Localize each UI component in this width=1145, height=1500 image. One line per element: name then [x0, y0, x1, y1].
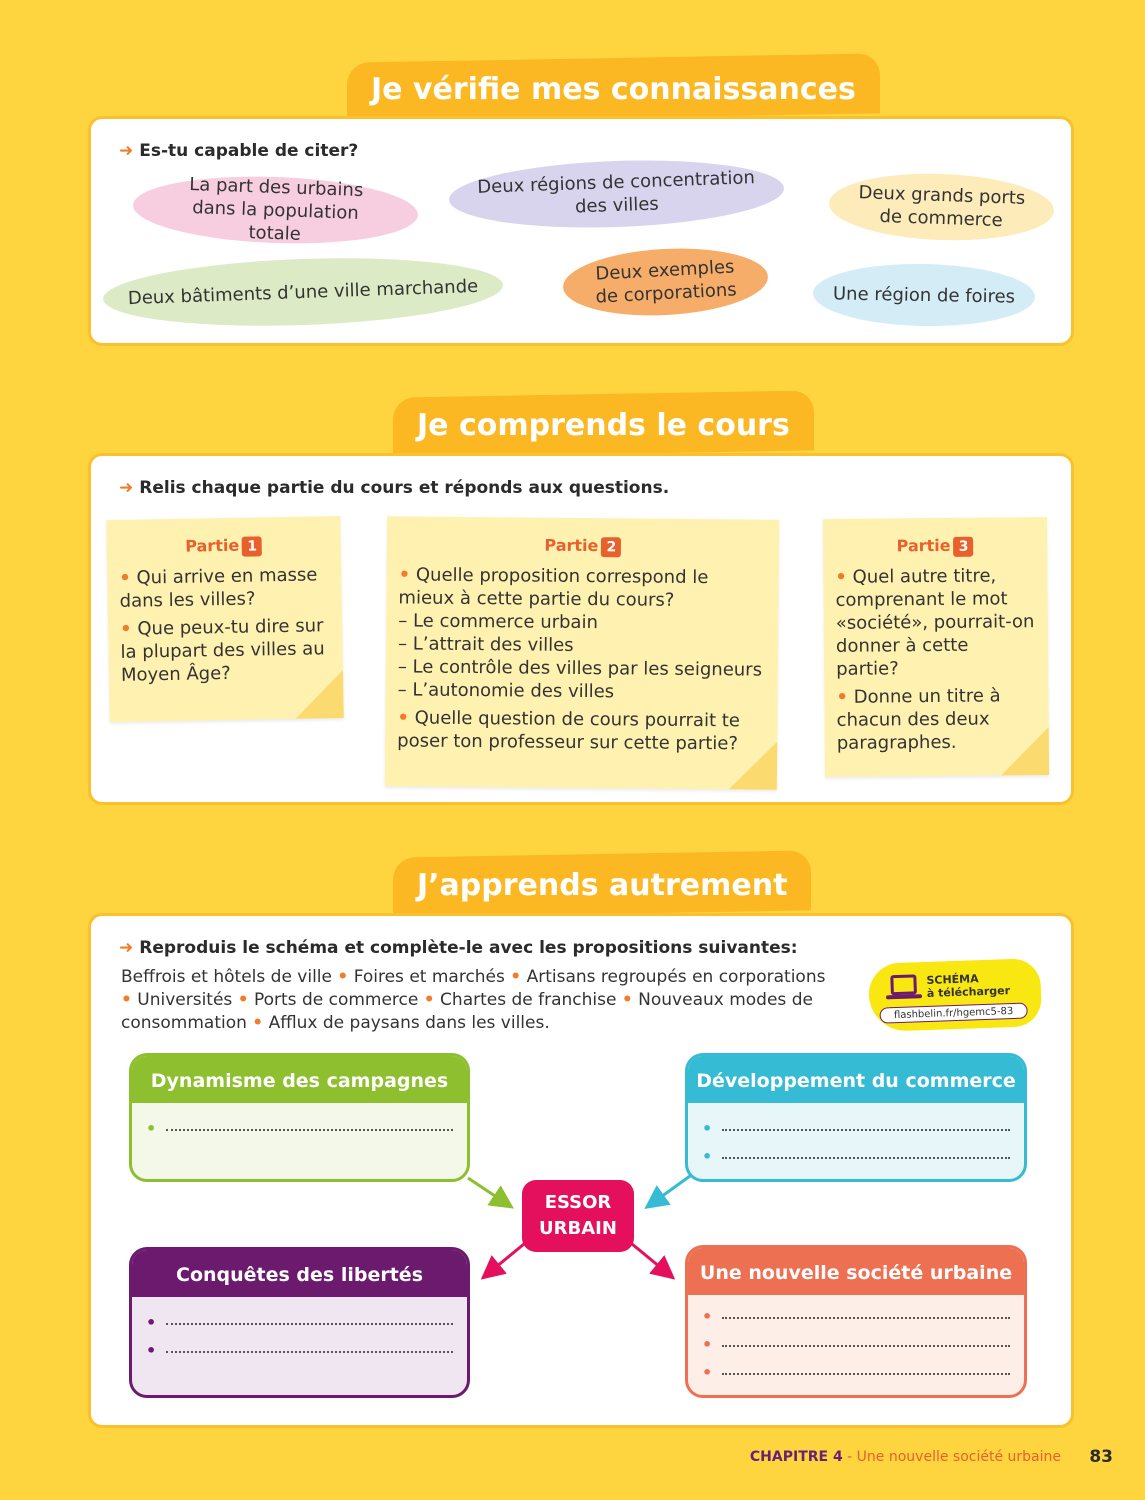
dotted-line [166, 1323, 453, 1325]
answer-line[interactable] [146, 1333, 453, 1361]
option: – Le contrôle des villes par les seigneurs [397, 656, 763, 681]
bullet: • [119, 618, 132, 640]
option: – L’autonomie des villes [397, 679, 615, 703]
bubble-text: Deux régions de concentration des villes [476, 167, 756, 218]
section-tab-apprends [393, 850, 811, 917]
bullet: • [702, 1307, 713, 1326]
badge-subtitle: à télécharger [926, 984, 1011, 1000]
bubble-foires [812, 262, 1035, 328]
panel-comprends [88, 453, 1074, 805]
bubble-text: La part des urbains dans la population totale [188, 173, 364, 245]
partie-number: 3 [954, 537, 974, 557]
proposition: Ports de commerce [253, 990, 419, 1010]
option: – Le commerce urbain [398, 610, 599, 634]
instruction-text: Relis chaque partie du cours et réponds aux questions. [139, 478, 670, 498]
bullet: • [510, 967, 522, 987]
box-nouvelle-societe [685, 1245, 1027, 1398]
bubble-text: Deux bâtiments d’une ville marchande [127, 275, 479, 309]
center-line2: URBAIN [539, 1218, 617, 1239]
bullet: • [397, 707, 410, 729]
answer-line[interactable] [702, 1139, 1010, 1167]
question [398, 563, 766, 612]
bullet: • [146, 1341, 157, 1360]
partie-label: Partie [185, 535, 240, 556]
arrow-right-icon: ➜ [119, 141, 134, 161]
partie-label: Partie [896, 535, 951, 556]
bullet: • [836, 686, 849, 708]
dotted-line [722, 1157, 1010, 1159]
section-title: Je comprends le cours [417, 408, 790, 443]
note-title [835, 533, 1035, 558]
panel-verifie [88, 116, 1074, 346]
separator: - [842, 1449, 857, 1465]
chapter-title: Une nouvelle société urbaine [856, 1449, 1061, 1465]
dotted-line [722, 1345, 1010, 1347]
page-curl [729, 741, 777, 789]
essor-urbain-box [522, 1180, 634, 1252]
bubble-regions [448, 155, 785, 233]
page-curl [295, 670, 344, 719]
instruction-text: Reproduis le schéma et complète-le avec les propositions suivantes: [139, 938, 798, 958]
box-conquetes-libertes [129, 1247, 470, 1398]
laptop-icon [890, 974, 917, 995]
dotted-line [722, 1317, 1010, 1319]
proposition: Chartes de franchise [440, 990, 617, 1010]
bullet: • [237, 990, 249, 1010]
answer-line[interactable] [702, 1111, 1010, 1139]
bullet: • [835, 566, 847, 588]
partie-number: 2 [601, 537, 621, 557]
bullet: • [398, 564, 411, 586]
question [835, 564, 1036, 681]
bubble-batiments [102, 252, 504, 332]
question-text: Donne un titre à chacun des deux paragraphes. [836, 685, 1001, 754]
proposition: Beffrois et hôtels de ville [121, 967, 332, 987]
instruction-text: Es-tu capable de citer? [139, 141, 359, 161]
proposition: Foires et marchés [353, 967, 505, 987]
bullet: • [702, 1119, 713, 1138]
bullet: • [121, 990, 132, 1010]
partie-number: 1 [242, 536, 262, 556]
bullet: • [146, 1119, 157, 1138]
note-partie-1 [106, 516, 343, 722]
bubble-text: Une région de foires [832, 282, 1016, 308]
section-tab-comprends [393, 390, 814, 457]
dotted-line [722, 1373, 1010, 1375]
note-title [399, 532, 767, 558]
bullet: • [702, 1147, 713, 1166]
bullet: • [119, 567, 131, 589]
bullet: • [702, 1363, 713, 1382]
badge-url[interactable]: flashbelin.fr/hgemc5-83 [879, 1002, 1027, 1023]
proposition: Artisans regroupés en corporations [526, 967, 826, 987]
bullet: • [702, 1335, 713, 1354]
dotted-line [166, 1351, 453, 1353]
footer-chapter [750, 1449, 1061, 1465]
box-developpement-commerce [685, 1053, 1027, 1182]
answer-line[interactable] [146, 1111, 453, 1139]
center-line1: ESSOR [544, 1192, 612, 1213]
question [397, 706, 765, 755]
badge-title: SCHÉMA [926, 972, 979, 987]
box-title: Dynamisme des campagnes [132, 1056, 467, 1103]
laptop-base [886, 994, 922, 999]
box-title: Conquêtes des libertés [132, 1250, 467, 1297]
question-text: Que peux-tu dire sur la plupart des villes au Moyen Âge? [120, 615, 325, 686]
instruction [119, 141, 358, 161]
arrow-right-icon: ➜ [119, 938, 134, 958]
question [119, 563, 330, 613]
bubble-ports [828, 170, 1055, 244]
box-title: Développement du commerce [688, 1056, 1024, 1103]
option: – L’attrait des villes [397, 633, 574, 656]
question-text: Quel autre titre, comprenant le mot «société», pourrait-on donner à cette partie? [835, 565, 1035, 680]
arrow-right-icon: ➜ [119, 478, 134, 498]
note-partie-3 [823, 517, 1049, 777]
page-curl [1001, 727, 1049, 775]
instruction [119, 938, 798, 958]
question-text: Qui arrive en masse dans les villes? [119, 564, 318, 612]
dotted-line [722, 1129, 1010, 1131]
bubble-urbains [132, 172, 419, 248]
box-dynamisme-campagnes [129, 1053, 470, 1182]
propositions-list [121, 966, 831, 1035]
box-title: Une nouvelle société urbaine [688, 1248, 1024, 1295]
bullet: • [621, 990, 633, 1010]
partie-label: Partie [544, 535, 599, 556]
instruction [119, 478, 669, 498]
bullet: • [337, 967, 349, 987]
proposition: Universités [137, 990, 233, 1010]
bullet: • [423, 990, 435, 1010]
note-partie-2 [385, 516, 779, 789]
answer-line[interactable] [702, 1327, 1010, 1355]
bullet: • [252, 1013, 264, 1033]
proposition: Afflux de paysans dans les villes. [268, 1013, 550, 1033]
bullet: • [146, 1313, 157, 1332]
section-tab-verifie [347, 53, 880, 122]
answer-line[interactable] [146, 1305, 453, 1333]
answer-line[interactable] [702, 1355, 1010, 1383]
page-number: 83 [1089, 1447, 1113, 1467]
section-title: Je vérifie mes connaissances [371, 72, 856, 107]
bubble-text: Deux grands ports de commerce [858, 182, 1026, 232]
question-text: Quelle question de cours pourrait te poser ton professeur sur cette partie? [397, 707, 741, 755]
bubble-corporations [561, 244, 769, 321]
note-title [119, 532, 329, 559]
answer-line[interactable] [702, 1299, 1010, 1327]
question-text: Quelle proposition correspond le mieux à cette partie du cours? [398, 564, 709, 611]
schema-download-badge[interactable] [868, 958, 1042, 1032]
dotted-line [166, 1129, 453, 1131]
proposition: Nouveaux modes de consommation [121, 990, 813, 1033]
section-title: J’apprends autrement [417, 868, 788, 903]
bubble-text: Deux exemples de corporations [594, 256, 738, 308]
chapter-label: CHAPITRE 4 [749, 1449, 843, 1465]
